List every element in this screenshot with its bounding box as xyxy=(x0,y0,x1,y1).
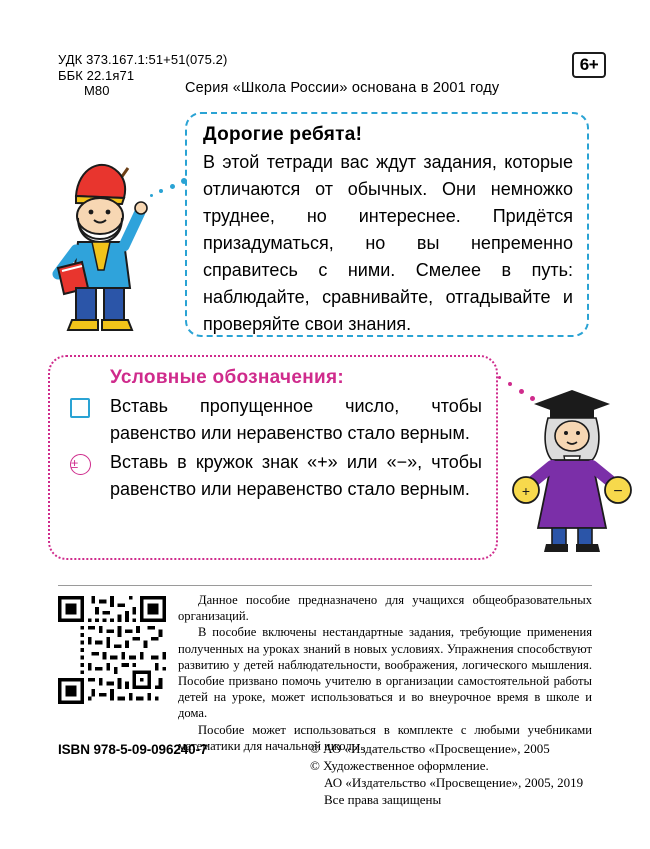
copyright-line-1: © АО «Издательство «Просвещение», 2005 xyxy=(310,741,550,756)
copyright-line-2: © Художественное оформление. xyxy=(310,758,489,773)
qr-code[interactable] xyxy=(58,596,166,704)
gnome-illustration xyxy=(42,150,162,340)
dear-kids-body xyxy=(203,149,573,338)
legend-item-plusminus-text: Вставь в кружок знак «+» или «−», чтобы равенство или неравенство стало верным. xyxy=(110,452,482,499)
legend-item-square-text: Вставь пропущенное число, чтобы равенство или неравенство стало верным. xyxy=(110,396,482,443)
age-rating-badge: 6+ xyxy=(572,52,606,78)
judge-illustration xyxy=(512,378,632,558)
isbn: ISBN 978-5-09-096240-7 xyxy=(58,742,208,757)
dear-kids-title: Дорогие ребята! xyxy=(203,124,363,145)
copyright-line-3: АО «Издательство «Просвещение», 2005, 2019 xyxy=(324,775,584,790)
plus-minus-circle-icon: ± xyxy=(70,454,91,475)
section-divider xyxy=(58,585,592,586)
speech-tail-dots xyxy=(150,176,190,198)
udk-code: УДК 373.167.1:51+51(075.2) xyxy=(58,52,228,67)
annotation-text xyxy=(178,592,592,754)
legend-title: Условные обозначения: xyxy=(110,367,345,388)
svg-text:−: − xyxy=(613,483,623,500)
dear-kids-paragraph: В этой тетради вас ждут задания, которые отличаются от обычных. Они немножко труднее, но интереснее. Придётся призадуматься, но вы непременно справитесь с ними. Смелее в путь: наблюдайте, сравнивайте, отгадывайте и проверяйте свои знания. xyxy=(203,152,573,334)
legend-item-plusminus xyxy=(68,449,482,503)
bbk-code: ББК 22.1я71 xyxy=(58,67,135,83)
svg-text:+: + xyxy=(521,483,531,499)
annotation-paragraph-2: В пособие включены нестандартные задания, требующие применения полученных на уроках знаний в новых условиях. Упражнения способствуют развитию у детей наблюдательности, воображения, логического мышления. Пособие призвано помочь учителю в организации самостоятельной работы детей на уроке, может использоваться и во внеурочное время в школе и дома. xyxy=(178,625,592,721)
square-icon xyxy=(70,398,90,418)
series-line: Серия «Школа России» основана в 2001 году xyxy=(185,80,500,96)
annotation-paragraph-3: Пособие может использоваться в комплекте с любыми учебниками математики для начальной школы. xyxy=(178,722,592,753)
copyright-line-4: Все права защищены xyxy=(324,792,442,807)
dear-kids-callout xyxy=(185,112,589,337)
legend-item-square xyxy=(68,393,482,447)
copyright-block xyxy=(310,740,583,808)
annotation-paragraph-1: Данное пособие предназначено для учащихся общеобразовательных организаций. xyxy=(178,593,592,624)
legend-callout xyxy=(48,355,498,560)
shelf-code: М80 xyxy=(84,83,110,98)
